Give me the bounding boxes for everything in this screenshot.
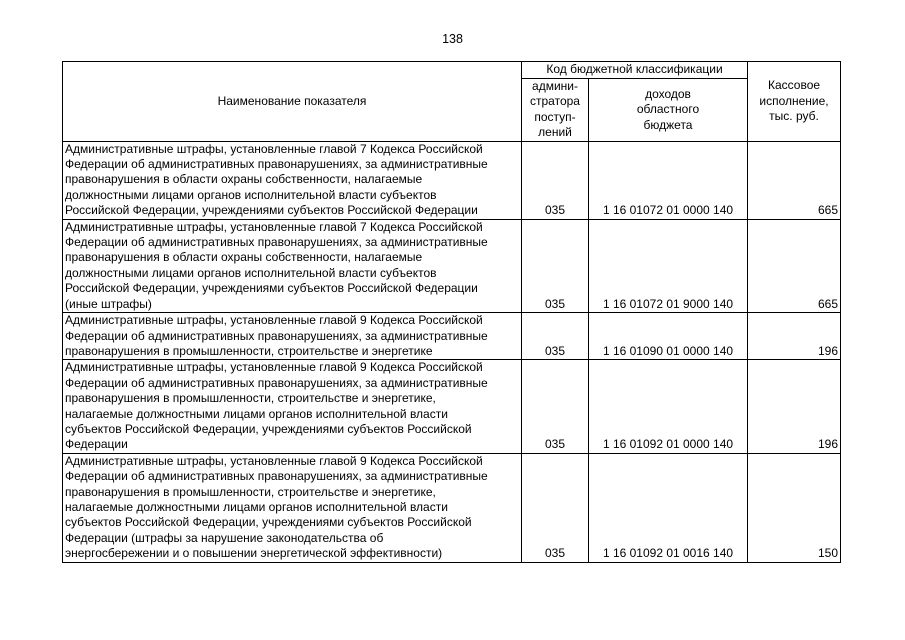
header-code-line: доходов — [645, 86, 691, 101]
indicator-line: Административные штрафы, установленные главой 9 Кодекса Российской — [65, 453, 483, 468]
indicator-line: правонарушения в области охраны собственности, налагаемые — [65, 250, 423, 265]
indicator-line: Федерации об административных правонарушениях, за административные — [65, 328, 488, 343]
indicator-name — [63, 453, 522, 562]
administrator-code: 035 — [522, 453, 589, 562]
indicator-name — [63, 360, 522, 453]
header-admin-line: админи- — [532, 79, 578, 93]
indicator-line: Федерации (штрафы за нарушение законодательства об — [65, 530, 384, 545]
table-row — [63, 360, 841, 453]
indicator-line: налагаемые должностными лицами органов исполнительной власти — [65, 499, 448, 514]
indicator-name — [63, 313, 522, 360]
indicator-line: Административные штрафы, установленные главой 7 Кодекса Российской — [65, 141, 483, 156]
table-header — [63, 62, 841, 142]
indicator-line: Федерации об административных правонарушениях, за административные — [65, 235, 488, 250]
indicator-line: (иные штрафы) — [65, 296, 152, 311]
page-number: 138 — [442, 32, 463, 46]
indicator-line: правонарушения в промышленности, строительстве и энергетике — [65, 343, 433, 358]
header-admin-line: стратора — [530, 94, 580, 109]
indicator-line: Российской Федерации, учреждениями субъектов Российской Федерации — [65, 281, 478, 296]
header-administrator — [522, 79, 589, 142]
header-cash-line: тыс. руб. — [769, 109, 819, 124]
cash-execution-value: 150 — [748, 453, 841, 562]
indicator-line: должностными лицами органов исполнительной власти субъектов — [65, 265, 437, 280]
header-cash-line: исполнение, — [759, 93, 829, 108]
revenue-code: 1 16 01072 01 9000 140 — [589, 219, 748, 312]
header-name: Наименование показателя — [63, 62, 522, 142]
indicator-line: субъектов Российской Федерации, учреждениями субъектов Российской — [65, 515, 472, 530]
indicator-line: должностными лицами органов исполнительной власти субъектов — [65, 187, 437, 202]
administrator-code: 035 — [522, 360, 589, 453]
administrator-code: 035 — [522, 141, 589, 219]
revenue-code: 1 16 01072 01 0000 140 — [589, 141, 748, 219]
revenue-code: 1 16 01090 01 0000 140 — [589, 313, 748, 360]
budget-table — [62, 61, 841, 563]
cash-execution-value: 196 — [748, 360, 841, 453]
table-row — [63, 219, 841, 312]
header-code-line: бюджета — [643, 117, 693, 132]
header-admin-line: поступ- — [534, 109, 576, 124]
indicator-line: Федерации — [65, 437, 128, 452]
indicator-line: Российской Федерации, учреждениями субъектов Российской Федерации — [65, 203, 478, 218]
header-admin-line: лений — [538, 125, 572, 140]
revenue-code: 1 16 01092 01 0016 140 — [589, 453, 748, 562]
indicator-line: субъектов Российской Федерации, учреждениями субъектов Российской — [65, 421, 472, 436]
administrator-code: 035 — [522, 313, 589, 360]
header-budget-code-group: Код бюджетной классификации — [522, 62, 748, 79]
administrator-code: 035 — [522, 219, 589, 312]
indicator-line: налагаемые должностными лицами органов исполнительной власти — [65, 406, 448, 421]
cash-execution-value: 665 — [748, 141, 841, 219]
header-code-line: областного — [636, 102, 700, 117]
table-row — [63, 313, 841, 360]
indicator-line: правонарушения в промышленности, строительстве и энергетике, — [65, 391, 436, 406]
table-row — [63, 453, 841, 562]
indicator-line: Федерации об административных правонарушениях, за административные — [65, 469, 488, 484]
header-cash-line: Кассовое — [767, 78, 821, 93]
indicator-line: Административные штрафы, установленные главой 7 Кодекса Российской — [65, 219, 483, 234]
revenue-code: 1 16 01092 01 0000 140 — [589, 360, 748, 453]
indicator-name — [63, 141, 522, 219]
indicator-line: правонарушения в области охраны собственности, налагаемые — [65, 172, 423, 187]
table-row — [63, 141, 841, 219]
indicator-line: энергосбережении и о повышении энергетической эффективности) — [65, 546, 443, 561]
indicator-name — [63, 219, 522, 312]
header-revenue-code — [589, 79, 748, 142]
indicator-line: Федерации об административных правонарушениях, за административные — [65, 375, 488, 390]
cash-execution-value: 665 — [748, 219, 841, 312]
indicator-line: правонарушения в промышленности, строительстве и энергетике, — [65, 484, 436, 499]
header-cash-execution — [748, 62, 841, 142]
cash-execution-value: 196 — [748, 313, 841, 360]
indicator-line: Административные штрафы, установленные главой 9 Кодекса Российской — [65, 313, 483, 328]
indicator-line: Федерации об административных правонарушениях, за административные — [65, 157, 488, 172]
indicator-line: Административные штрафы, установленные главой 9 Кодекса Российской — [65, 360, 483, 375]
